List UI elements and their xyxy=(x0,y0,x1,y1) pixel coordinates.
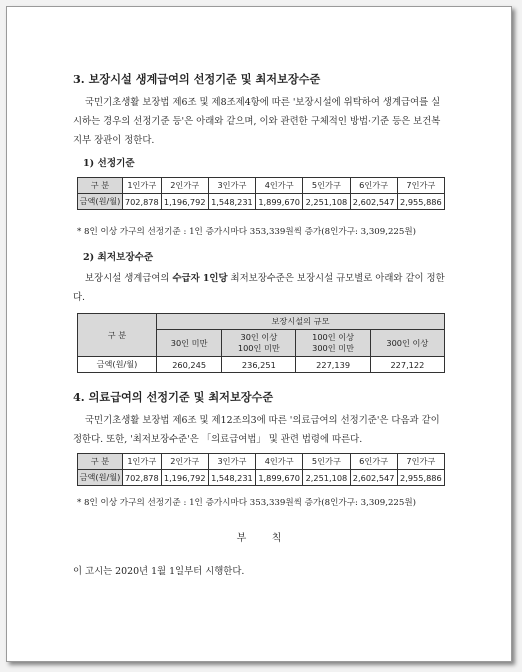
paragraph-bold-text: 수급자 1인당 xyxy=(172,273,228,284)
table-cell: 2,955,886 xyxy=(397,194,444,210)
medical-criteria-table xyxy=(77,453,445,486)
table-cell: 1,196,792 xyxy=(161,194,208,210)
paragraph-text: 최저보장수준은 보장시설 규모별로 아래와 같이 정한다. xyxy=(73,273,445,303)
table-cell: 6인가구 xyxy=(350,178,397,194)
table-header-row xyxy=(78,178,445,194)
table-cell: 7인가구 xyxy=(397,178,444,194)
paragraph-text: 보장시설 생계급여의 xyxy=(85,273,173,284)
minimum-guarantee-table xyxy=(77,313,445,373)
table-cell: 702,878 xyxy=(123,194,162,210)
cell-line: 300인 미만 xyxy=(312,343,355,353)
table-row xyxy=(78,194,445,210)
table-cell: 6인가구 xyxy=(350,454,397,470)
table-cell: 4인가구 xyxy=(256,178,303,194)
table-cell: 300인 이상 xyxy=(370,330,444,357)
section3-sub1-note: * 8인 이상 가구의 선정기준 : 1인 증가시마다 353,339원씩 증가(8인가구: 3,309,225원) xyxy=(77,227,417,237)
table-cell: 1,899,670 xyxy=(256,470,303,486)
section3-title: 3. 보장시설 생계급여의 선정기준 및 최저보장수준 xyxy=(73,72,321,86)
table-row xyxy=(78,357,445,373)
table-cell: 4인가구 xyxy=(256,454,303,470)
table-cell: 2,251,108 xyxy=(303,194,350,210)
document-page xyxy=(6,6,512,662)
table-cell: 금액(원/월) xyxy=(78,357,157,373)
table-cell: 1인가구 xyxy=(123,454,162,470)
table-cell: 구 분 xyxy=(78,314,157,357)
table-cell: 3인가구 xyxy=(208,178,255,194)
table-cell: 1,548,231 xyxy=(208,194,255,210)
table-cell: 227,139 xyxy=(296,357,370,373)
section3-paragraph: 국민기초생활 보장법 제6조 및 제8조제4항에 따른 '보장시설에 위탁하여 생계급여를 실시하는 경우의 선정기준 등'은 아래와 같으며, 이와 관련한 구체적인 방법·기준 등은 보건복지부 장관이 정한다. xyxy=(73,97,441,146)
section3-sub1-heading: 1) 선정기준 xyxy=(83,158,135,169)
table-cell: 260,245 xyxy=(157,357,222,373)
table-cell: 1인가구 xyxy=(123,178,162,194)
table-cell: 2,955,886 xyxy=(397,470,444,486)
table-header-row xyxy=(78,314,445,330)
table-cell: 2,251,108 xyxy=(303,470,350,486)
table-cell: 5인가구 xyxy=(303,454,350,470)
section4-title: 4. 의료급여의 선정기준 및 최저보장수준 xyxy=(73,390,274,404)
table-cell: 3인가구 xyxy=(208,454,255,470)
table-cell: 702,878 xyxy=(123,470,162,486)
appendix-text: 이 고시는 2020년 1월 1일부터 시행한다. xyxy=(73,566,245,577)
table-cell: 5인가구 xyxy=(303,178,350,194)
table-cell xyxy=(222,330,296,357)
table-cell: 구 분 xyxy=(78,454,123,470)
section4-note: * 8인 이상 가구의 선정기준 : 1인 증가시마다 353,339원씩 증가(8인가구: 3,309,225원) xyxy=(77,498,417,508)
cell-line: 100인 미만 xyxy=(237,343,280,353)
table-cell: 7인가구 xyxy=(397,454,444,470)
cell-line: 100인 이상 xyxy=(312,332,355,342)
table-cell: 1,548,231 xyxy=(208,470,255,486)
table-cell: 236,251 xyxy=(222,357,296,373)
table-cell: 2,602,547 xyxy=(350,194,397,210)
table-cell: 30인 미만 xyxy=(157,330,222,357)
table-cell: 금액(원/월) xyxy=(78,470,123,486)
table-cell: 보장시설의 규모 xyxy=(157,314,445,330)
table-header-row xyxy=(78,454,445,470)
table-cell: 금액(원/월) xyxy=(78,194,123,210)
table-cell xyxy=(296,330,370,357)
table-cell: 227,122 xyxy=(370,357,444,373)
section3-sub2-heading: 2) 최저보장수준 xyxy=(83,252,154,263)
table-cell: 2인가구 xyxy=(161,454,208,470)
section4-paragraph: 국민기초생활 보장법 제6조 및 제12조의3에 따른 '의료급여의 선정기준'은 다음과 같이 정한다. 또한, '최저보장수준'은 「의료급여법」 및 관련 법령에 따른다. xyxy=(73,415,440,445)
table-cell: 2,602,547 xyxy=(350,470,397,486)
table-cell: 구 분 xyxy=(78,178,123,194)
appendix-title: 부 칙 xyxy=(236,533,282,544)
table-cell: 1,899,670 xyxy=(256,194,303,210)
table-cell: 1,196,792 xyxy=(161,470,208,486)
cell-line: 30인 이상 xyxy=(240,332,278,342)
section3-sub2-paragraph xyxy=(73,269,445,307)
table-cell: 2인가구 xyxy=(161,178,208,194)
table-row xyxy=(78,470,445,486)
selection-criteria-table-1 xyxy=(77,177,445,210)
